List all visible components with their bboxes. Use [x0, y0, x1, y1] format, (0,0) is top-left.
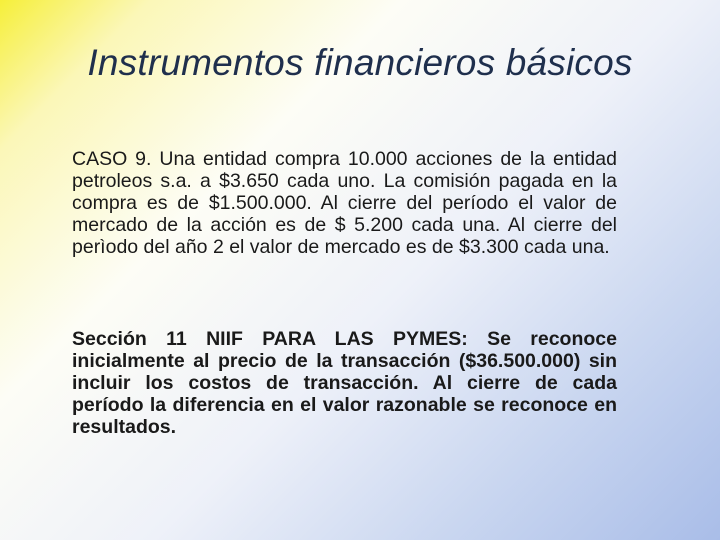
slide-title: Instrumentos financieros básicos [87, 42, 633, 83]
section-paragraph: Sección 11 NIIF PARA LAS PYMES: Se reconoce inicialmente al precio de la transacción ($36.500.000) sin incluir los costos de transacción. Al cierre de cada período la diferencia en el valor razonable se reconoce en resultados. [72, 328, 617, 438]
case-text: . Una entidad compra 10.000 acciones de la entidad petroleos s.a. a $3.650 cada uno. La comisión pagada en la compra es de $1.500.000. Al cierre del período el valor de mercado de la acción es de $ 5.200 cada una. Al cierre del perìodo del año 2 el valor de mercado es de $3.300 cada una. [72, 148, 617, 258]
case-label: CASO 9 [72, 148, 147, 170]
case-paragraph [72, 148, 617, 258]
